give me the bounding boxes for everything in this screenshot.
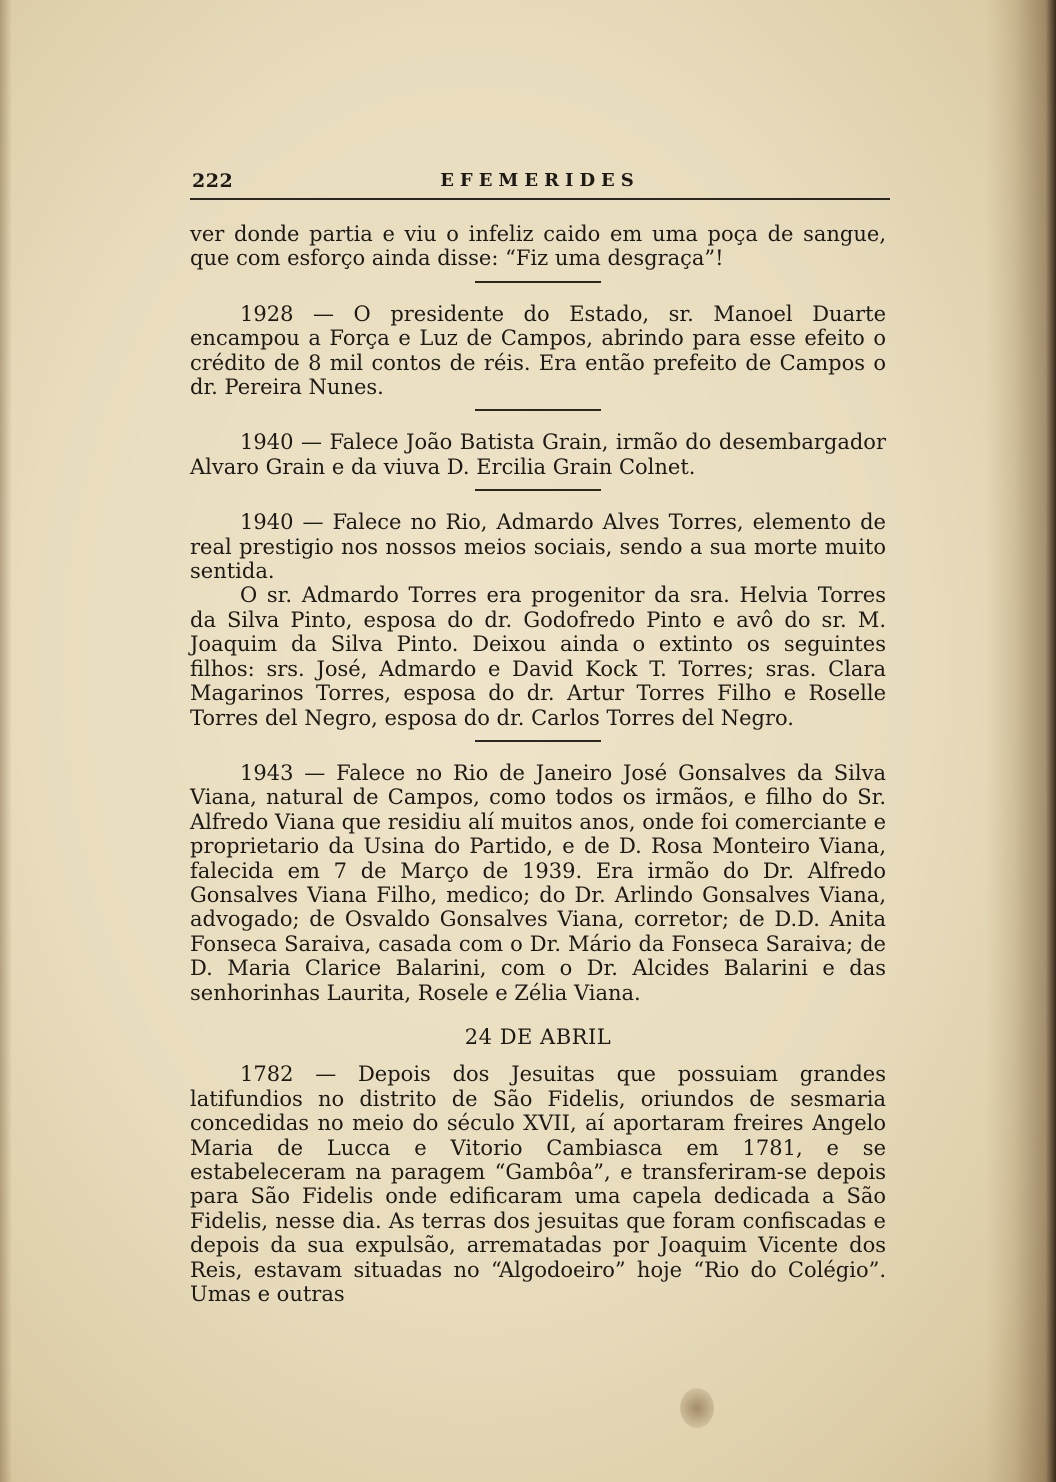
separator-rule	[475, 740, 601, 742]
paper-stain	[680, 1388, 714, 1428]
entry-1940-grain: 1940 — Falece João Batista Grain, irmão do desembargador Alvaro Grain e da viuva D. Ercilia Grain Colnet.	[190, 430, 886, 479]
separator-rule	[475, 489, 601, 491]
page-shadow-right	[986, 0, 1056, 1482]
entry-continuation: ver donde partia e viu o infeliz caido em uma poça de sangue, que com esforço ainda disse: “Fiz uma desgraça”!	[190, 222, 886, 271]
page-number: 222	[192, 170, 234, 192]
entry-1782: 1782 — Depois dos Jesuitas que possuiam grandes latifundios no distrito de São Fidelis, oriundos de sesmaria concedidas no meio do século XVII, aí aportaram freires Angelo Maria de Lucca e Vitorio Cambiasca em 1781, e se estabeleceram na paragem “Gambôa”, e transferiram-se depois para São Fidelis onde edificaram uma capela dedicada a São Fidelis, nesse dia. As terras dos jesuitas que foram confiscadas e depois da sua expulsão, arrematadas por Joaquim Vicente dos Reis, estavam situadas no “Algodoeiro” hoje “Rio do Colégio”. Umas e outras	[190, 1062, 886, 1307]
page-header	[192, 170, 888, 196]
page-shadow-left	[0, 0, 12, 1482]
separator-rule	[475, 281, 601, 283]
entry-1928: 1928 — O presidente do Estado, sr. Manoel Duarte encampou a Força e Luz de Campos, abrindo para esse efeito o crédito de 8 mil contos de réis. Era então prefeito de Campos o dr. Pereira Nunes.	[190, 301, 886, 400]
separator-rule	[475, 409, 601, 411]
running-title: EFEMERIDES	[440, 170, 640, 191]
entry-1940-torres: 1940 — Falece no Rio, Admardo Alves Torres, elemento de real prestigio nos nossos meios sociais, sendo a sua morte muito sentida.	[190, 510, 886, 584]
section-heading: 24 DE ABRIL	[464, 1024, 612, 1049]
page-body	[190, 222, 886, 1306]
entry-1940-torres-continued: O sr. Admardo Torres era progenitor da sra. Helvia Torres da Silva Pinto, esposa do dr. Godofredo Pinto e avô do sr. M. Joaquim da Silva Pinto. Deixou ainda o extinto os seguintes filhos: srs. José, Admardo e David Kock T. Torres; sras. Clara Magarinos Torres, esposa do dr. Artur Torres Filho e Roselle Torres del Negro, esposa do dr. Carlos Torres del Negro.	[190, 583, 886, 730]
entry-1943: 1943 — Falece no Rio de Janeiro José Gonsalves da Silva Viana, natural de Campos, como todos os irmãos, e filho do Sr. Alfredo Viana que residiu alí muitos anos, onde foi comerciante e proprietario da Usina do Partido, e de D. Rosa Monteiro Viana, falecida em 7 de Março de 1939. Era irmão do Dr. Alfredo Gonsalves Viana Filho, medico; do Dr. Arlindo Gonsalves Viana, advogado; de Osvaldo Gonsalves Viana, corretor; de D.D. Anita Fonseca Saraiva, casada com o Dr. Mário da Fonseca Saraiva; de D. Maria Clarice Balarini, com o Dr. Alcides Balarini e das senhorinhas Laurita, Rosele e Zélia Viana.	[190, 760, 886, 1005]
header-rule	[190, 198, 890, 200]
